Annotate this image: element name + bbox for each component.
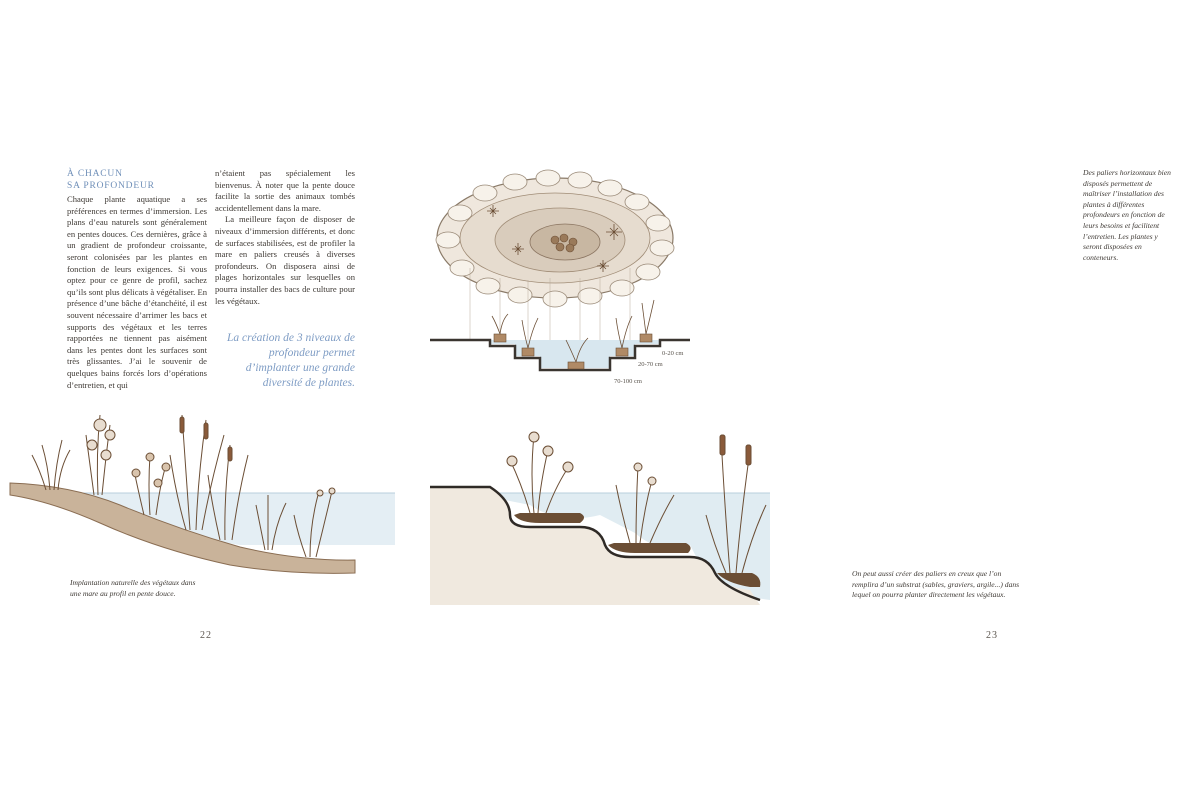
gentle-slope-illustration [10, 395, 395, 585]
body-paragraph: Chaque plante aquatique a ses préférences en termes d’immersion. Les plans d’eau naturels sont généralement en pentes douces. Ces dernières, grâce à un gradient de profondeur croissante, seront colonisées par les plantes en fonction de leurs exigences. Si vous optez pour ce genre de profil, sachez qu’ils sont plus délicats à végétaliser. En présence d’une bâche d’étanchéité, il est souvent nécessaire d’arrimer les bacs et supports des végétaux et les terres rapportées ne tiennent pas aisément dans les pentes dont les surfaces sont très glissantes. J’ai le souvenir de quelques bains forcés lors d’opérations d’entretien, et qui [67, 194, 207, 390]
caption-slope: Implantation naturelle des végétaux dans une mare au profil en pente douce. [70, 578, 196, 598]
section-title-line-2: SA PROFONDEUR [67, 181, 155, 191]
step-pockets-illustration [430, 405, 770, 605]
caption-terraces: Des paliers horizontaux bien disposés permettent de maîtriser l’installation des plantes à différentes profondeurs en fonction de leurs besoins et facilitent l’entretien. Les plantes y seront disposées en conteneurs. [1083, 168, 1171, 262]
page-number-left: 22 [200, 630, 212, 641]
depth-label-70-100: 70-100 cm [614, 378, 642, 385]
body-paragraph: La meilleure façon de disposer de niveaux d’immersion différents, et donc de surfaces stabilisées, est de profiler la mare en paliers creusés à diverses profondeurs. On disposera ainsi de plages horizontales sur lesquelles on pourra installer des bacs de culture pour les végétaux. [215, 214, 355, 306]
page-number-right: 23 [986, 630, 998, 641]
section-title [67, 168, 207, 192]
body-paragraph: n’étaient pas spécialement les bienvenus. À noter que la pente douce facilite la sortie des animaux tombés accidentellement dans la mare. [215, 168, 355, 213]
right-page [400, 0, 1171, 800]
section-title-line-1: À CHACUN [67, 169, 123, 179]
pull-quote: La création de 3 niveaux de profondeur permet d’implanter une grande diversité de plantes. [226, 332, 355, 389]
body-column-1 [67, 194, 207, 391]
caption-pockets: On peut aussi créer des paliers en creux que l’on remplira d’un substrat (sables, graviers, argile...) dans lequel on pourra planter directement les végétaux. [852, 569, 1020, 600]
terraced-pond-illustration [430, 168, 690, 393]
body-column-2 [215, 168, 355, 307]
depth-label-20-70: 20-70 cm [638, 361, 663, 368]
left-page [0, 0, 400, 800]
depth-label-0-20: 0-20 cm [662, 350, 684, 357]
